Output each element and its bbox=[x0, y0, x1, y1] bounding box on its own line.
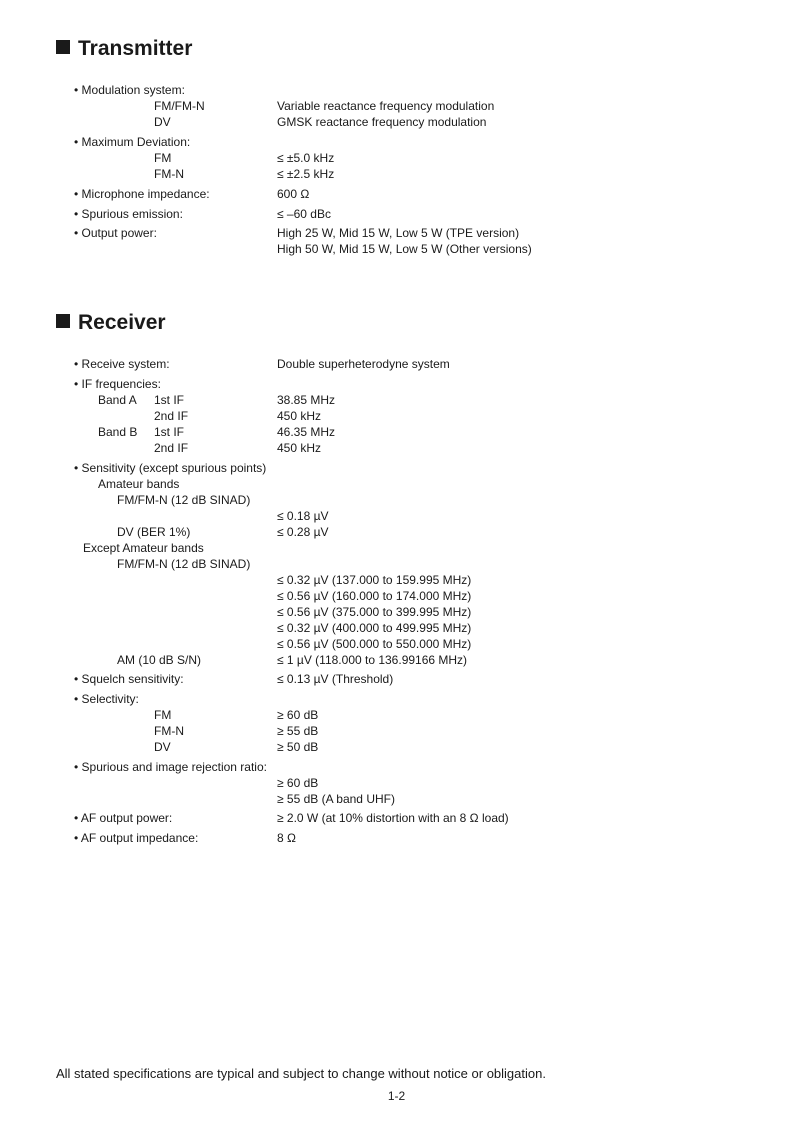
modulation-system-label: • Modulation system: bbox=[74, 83, 185, 97]
except-fm-sinad-label: FM/FM-N (12 dB SINAD) bbox=[117, 557, 251, 571]
transmitter-heading bbox=[56, 36, 192, 62]
af-power-value: ≥ 2.0 W (at 10% distortion with an 8 Ω load) bbox=[277, 811, 509, 825]
page-number: 1-2 bbox=[387, 1089, 406, 1103]
mod-fm-value: Variable reactance frequency modulation bbox=[277, 99, 495, 113]
sensitivity-label: • Sensitivity (except spurious points) bbox=[74, 461, 267, 475]
image-rejection-label: • Spurious and image rejection ratio: bbox=[74, 760, 267, 774]
receive-system-label: • Receive system: bbox=[74, 357, 170, 371]
spurious-emission-label: • Spurious emission: bbox=[74, 207, 183, 221]
band-b-1st-if-value: 46.35 MHz bbox=[277, 425, 336, 439]
except-value-1: ≤ 0.32 µV (137.000 to 159.995 MHz) bbox=[277, 573, 472, 587]
mic-impedance-value: 600 Ω bbox=[277, 187, 310, 201]
sel-fmn-value: ≥ 55 dB bbox=[277, 724, 319, 738]
receiver-heading-text: Receiver bbox=[78, 311, 166, 334]
footer-note: All stated specifications are typical and subject to change without notice or obligation. bbox=[56, 1066, 546, 1081]
dev-fm-label: FM bbox=[154, 151, 172, 165]
except-value-5: ≤ 0.56 µV (500.000 to 550.000 MHz) bbox=[277, 637, 472, 651]
dv-ber-label: DV (BER 1%) bbox=[117, 525, 191, 539]
selectivity-label: • Selectivity: bbox=[74, 692, 139, 706]
receiver-heading bbox=[56, 310, 166, 336]
am-sn-label: AM (10 dB S/N) bbox=[117, 653, 202, 667]
spurious-emission-value: ≤ –60 dBc bbox=[277, 207, 331, 221]
dv-ber-value: ≤ 0.28 µV bbox=[277, 525, 329, 539]
dev-fmn-value: ≤ ±2.5 kHz bbox=[277, 167, 335, 181]
amateur-fm-sinad-label: FM/FM-N (12 dB SINAD) bbox=[117, 493, 251, 507]
if-frequencies-label: • IF frequencies: bbox=[74, 377, 161, 391]
except-value-3: ≤ 0.56 µV (375.000 to 399.995 MHz) bbox=[277, 605, 472, 619]
sel-fm-label: FM bbox=[154, 708, 172, 722]
band-a-2nd-if-value: 450 kHz bbox=[277, 409, 322, 423]
af-impedance-value: 8 Ω bbox=[277, 831, 296, 845]
square-bullet-icon bbox=[56, 40, 70, 54]
amateur-fm-value: ≤ 0.18 µV bbox=[277, 509, 329, 523]
band-a-label: Band A bbox=[98, 393, 137, 407]
am-sn-value: ≤ 1 µV (118.000 to 136.99166 MHz) bbox=[277, 653, 468, 667]
output-power-label: • Output power: bbox=[74, 226, 157, 240]
sel-dv-value: ≥ 50 dB bbox=[277, 740, 319, 754]
af-power-label: • AF output power: bbox=[74, 811, 173, 825]
dev-fm-value: ≤ ±5.0 kHz bbox=[277, 151, 335, 165]
receive-system-value: Double superheterodyne system bbox=[277, 357, 450, 371]
squelch-value: ≤ 0.13 µV (Threshold) bbox=[277, 672, 394, 686]
mic-impedance-label: • Microphone impedance: bbox=[74, 187, 210, 201]
amateur-bands-label: Amateur bands bbox=[98, 477, 180, 491]
output-power-value-1: High 25 W, Mid 15 W, Low 5 W (TPE version) bbox=[277, 226, 520, 240]
band-b-2nd-if-label: 2nd IF bbox=[154, 441, 189, 455]
except-value-4: ≤ 0.32 µV (400.000 to 499.995 MHz) bbox=[277, 621, 472, 635]
sel-fmn-label: FM-N bbox=[154, 724, 184, 738]
mod-dv-value: GMSK reactance frequency modulation bbox=[277, 115, 487, 129]
dev-fmn-label: FM-N bbox=[154, 167, 184, 181]
max-deviation-label: • Maximum Deviation: bbox=[74, 135, 191, 149]
mod-dv-label: DV bbox=[154, 115, 171, 129]
image-rejection-value-2: ≥ 55 dB (A band UHF) bbox=[277, 792, 395, 806]
band-b-2nd-if-value: 450 kHz bbox=[277, 441, 322, 455]
except-amateur-label: Except Amateur bands bbox=[83, 541, 204, 555]
mod-fm-label: FM/FM-N bbox=[154, 99, 205, 113]
square-bullet-icon bbox=[56, 314, 70, 328]
band-b-label: Band B bbox=[98, 425, 138, 439]
transmitter-heading-text: Transmitter bbox=[78, 37, 193, 60]
band-b-1st-if-label: 1st IF bbox=[154, 425, 185, 439]
output-power-value-2: High 50 W, Mid 15 W, Low 5 W (Other versions) bbox=[277, 242, 532, 256]
sel-dv-label: DV bbox=[154, 740, 171, 754]
squelch-label: • Squelch sensitivity: bbox=[74, 672, 184, 686]
except-value-2: ≤ 0.56 µV (160.000 to 174.000 MHz) bbox=[277, 589, 472, 603]
image-rejection-value-1: ≥ 60 dB bbox=[277, 776, 319, 790]
sel-fm-value: ≥ 60 dB bbox=[277, 708, 319, 722]
band-a-1st-if-label: 1st IF bbox=[154, 393, 185, 407]
band-a-1st-if-value: 38.85 MHz bbox=[277, 393, 336, 407]
band-a-2nd-if-label: 2nd IF bbox=[154, 409, 189, 423]
af-impedance-label: • AF output impedance: bbox=[74, 831, 199, 845]
